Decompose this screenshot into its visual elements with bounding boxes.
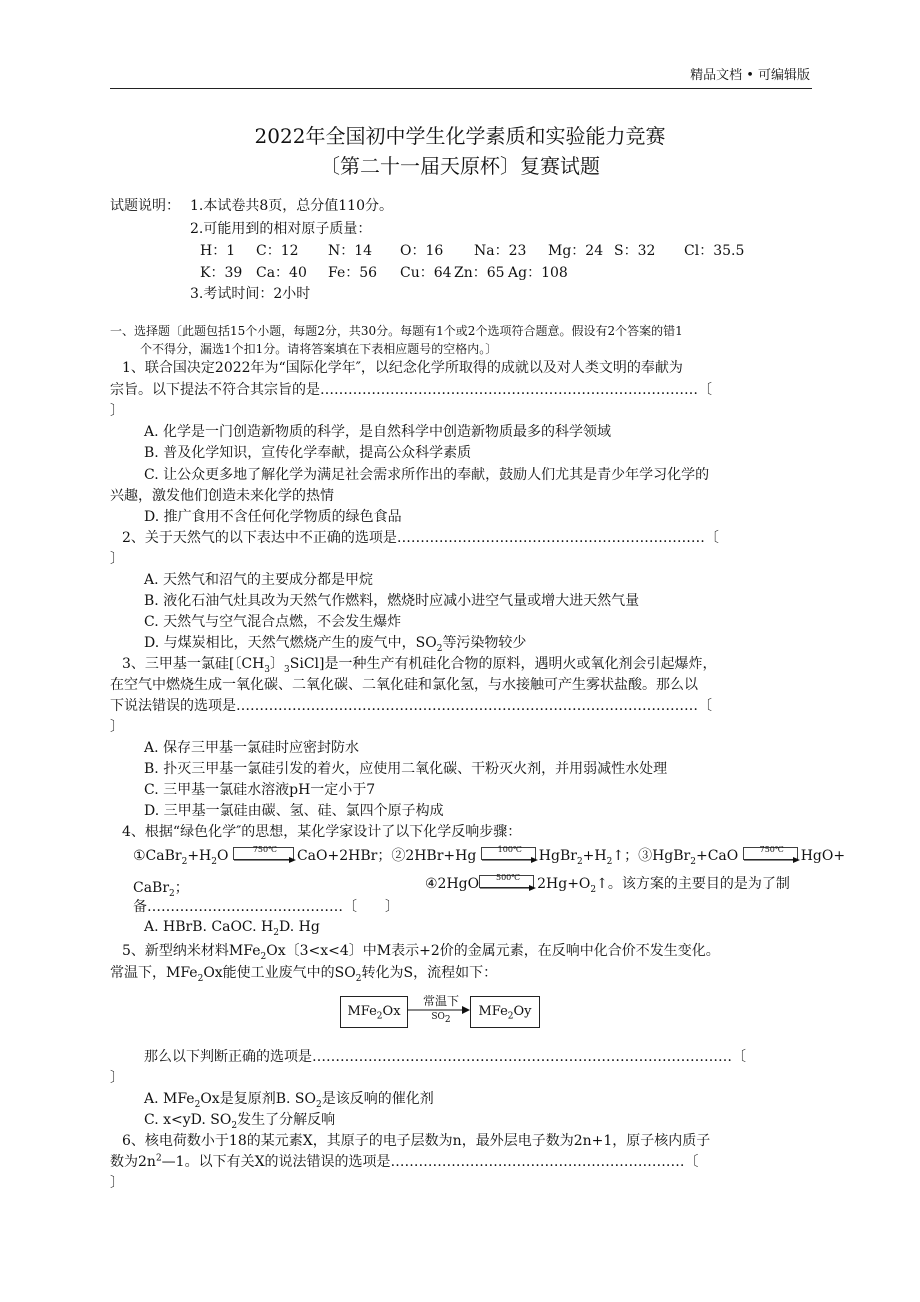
flow-box-reactant (340, 996, 408, 1028)
text: 等污染物较少 (442, 635, 527, 651)
text: 常温下，MFe (110, 965, 198, 981)
subscript: 3 (284, 664, 290, 675)
subscript: 2 (211, 856, 218, 867)
atomic-mass: Zn：65 (454, 265, 505, 281)
q3-option-a: A. 保存三甲基一氯硅时应密封防水 (144, 740, 360, 756)
subscript: 2 (169, 888, 175, 899)
condition-label: 100℃ (497, 845, 522, 854)
q4-reaction-line (133, 845, 845, 867)
q1-option-b: B. 普及化学知识，宣传化学奉献，提高公众科学素质 (144, 445, 472, 461)
header-brand: 精品文档 • 可编辑版 (690, 68, 810, 83)
flow-arrow-top-label: 常温下 (422, 994, 459, 1008)
atomic-mass: Cl：35.5 (684, 243, 745, 259)
atomic-mass: N：14 (328, 243, 373, 259)
text: A. MFe (144, 1091, 195, 1107)
q3-option-b: B. 扑灭三甲基一氯硅引发的着火，应使用二氧化碳、干粉灭火剂，并用弱减性水处理 (144, 761, 668, 777)
text: CaBr (133, 880, 170, 896)
q3-stem-end: 〕 (110, 719, 124, 735)
q2-stem-end: 〕 (110, 551, 124, 567)
q1-option-c-cont: 兴趣，激发他们创造未来化学的热情 (110, 488, 334, 504)
q1-stem-end: 〕 (110, 403, 124, 419)
atomic-mass: H：1 (200, 243, 236, 259)
text: ④2HgO (425, 876, 480, 892)
q5-options-ab (144, 1088, 434, 1110)
text: Ox能使工业废气中的SO (203, 965, 356, 981)
atomic-masses-row-1 (200, 240, 744, 260)
condition-label: 750℃ (252, 845, 278, 854)
q5-stem-cont (110, 962, 497, 984)
text: Ox〔3<x<4〕中M表示+2价的金属元素，在反响中化合价不发生变化。 (266, 943, 720, 959)
atomic-mass: S：32 (614, 243, 656, 259)
q5-stem (122, 940, 720, 962)
subscript: 2 (606, 856, 613, 867)
flow-box-product (470, 996, 540, 1028)
text: 5、新型纳米材料MFe (122, 943, 261, 959)
q1-stem: 1、联合国决定2022年为“国际化学年″，以纪念化学所取得的成就以及对人类文明的奉献为 (122, 360, 683, 376)
q2-stem: 2、关于天然气的以下表达中不正确的选项是…………………………………………………………〔 (122, 530, 719, 546)
q4-reaction-4 (425, 873, 790, 895)
q3-stem-cont-2: 下说法错误的选项是………………………………………………………………………………………〔 (110, 698, 712, 714)
text: 是该反响的催化剂 (321, 1091, 434, 1107)
text: +H (187, 848, 212, 864)
q4-options (144, 919, 320, 938)
text: C. x<yD. SO (144, 1112, 232, 1128)
instructions-item-3: 3.考试时间：2小时 (190, 286, 311, 302)
subscript: 2 (576, 856, 583, 867)
instructions-item-1: 1.本试卷共8页，总分值110分。 (190, 198, 393, 214)
atomic-mass: Ag：108 (508, 265, 568, 281)
atomic-mass: K：39 (200, 265, 243, 281)
q1-option-c: C. 让公众更多地了解化学为满足社会需求所作出的奉献，鼓励人们尤其是青少年学习化学的 (144, 467, 710, 483)
superscript: 2 (155, 1153, 162, 1164)
q3-stem-cont: 在空气中燃烧生成一氧化碳、二氧化碳、二氧化硅和氯化氢，与水接触可产生雾状盐酸。那么以 (110, 677, 698, 693)
text: SiCl]是一种生产有机硅化合物的原料，遇明火或氧化剂会引起爆炸， (289, 656, 717, 672)
text: ↑；③HgBr (612, 848, 691, 864)
instructions-item-2: 2.可能用到的相对原子质量： (190, 221, 372, 237)
text: D. 与煤炭相比，天然气燃烧产生的废气中，SO (144, 635, 437, 651)
atomic-mass: Mg：24 (548, 243, 604, 259)
q5-options-cd (144, 1109, 335, 1131)
q1-stem-cont: 宗旨。以下提法不符合其宗旨的是………………………………………………………………………〔 (110, 382, 712, 398)
text: MFe$_2$Oy (478, 1004, 532, 1022)
condition-label: 500℃ (496, 873, 521, 882)
condition-label: 750℃ (759, 845, 784, 854)
text: ↑。该方案的主要目的是为了制 (596, 876, 790, 892)
subscript: 2 (315, 1099, 322, 1110)
text: MFe$_2$Ox (347, 1004, 401, 1022)
q6-stem: 6、核电荷数小于18的某元素X，其原子的电子层数为n，最外层电子数为2n+1，原子核内质子 (122, 1133, 711, 1149)
text: ； (174, 880, 189, 896)
text: HgO+ (800, 848, 846, 864)
atomic-mass: Na：23 (474, 243, 527, 259)
page-title: 2022年全国初中学生化学素质和实验能力竞赛 (254, 124, 666, 148)
text: +H (582, 848, 607, 864)
q2-option-c: C. 天然气与空气混合点燃，不会发生爆炸 (144, 614, 402, 630)
subscript: 2 (355, 973, 362, 984)
text: HgBr (538, 848, 577, 864)
subscript: 2 (590, 884, 597, 895)
q4-stem: 4、根据“绿色化学″的思想，某化学家设计了以下化学反响步骤： (122, 824, 522, 840)
atomic-mass: O：16 (400, 243, 444, 259)
subscript: 2 (690, 856, 696, 867)
q2-option-a: A. 天然气和沼气的主要成分都是甲烷 (144, 572, 374, 588)
atomic-masses-row-2 (200, 262, 568, 282)
q5-question: 那么以下判断正确的选项是………………………………………………………………………………〔 (144, 1049, 746, 1065)
q2-option-b: B. 液化石油气灶具改为天然气作燃料，燃烧时应减小进空气量或增大进天然气量 (144, 593, 640, 609)
atomic-mass: Ca：40 (256, 265, 307, 281)
text: CaO+2HBr；②2HBr+Hg (296, 848, 477, 864)
instructions-label: 试题说明： (110, 198, 180, 214)
header-rule (110, 88, 812, 89)
q3-stem (122, 653, 716, 675)
text: 3、三甲基一氯硅[〔CH (122, 656, 265, 672)
text: 转化为S，流程如下： (361, 965, 498, 981)
reaction-arrow (233, 847, 297, 865)
q3-option-c: C. 三甲基一氯硅水溶液pH一定小于7 (144, 782, 376, 798)
text: A. HBrB. CaOC. H (144, 919, 274, 935)
q3-option-d: D. 三甲基一氯硅由碳、氢、硅、氯四个原子构成 (144, 803, 444, 819)
section-1-heading-cont: 个不得分，漏选1个扣1分。请将答案填在下表相应题号的空格内。〕 (140, 342, 498, 356)
text: 〕 (270, 656, 285, 672)
text: ①CaBr (133, 848, 182, 864)
q4-line3: 备……………………………………〔 〕 (133, 899, 399, 915)
text: 数为2n (110, 1154, 156, 1170)
page-subtitle: 〔第二十一届天原杯〕复赛试题 (320, 154, 600, 178)
subscript: 2 (194, 1099, 201, 1110)
subscript: 2 (231, 1120, 238, 1131)
atomic-mass: Fe：56 (328, 265, 378, 281)
flow-arrow-bottom-label: $SO_2$ (431, 1012, 451, 1025)
reaction-arrow (479, 875, 537, 893)
q1-option-a: A. 化学是一门创造新物质的科学，是自然科学中创造新物质最多的科学领域 (144, 424, 612, 440)
text: Ox是复原剂B. SO (200, 1091, 316, 1107)
text: 发生了分解反响 (237, 1112, 336, 1128)
reaction-arrow (743, 847, 801, 865)
atomic-mass: C：12 (256, 243, 299, 259)
text: 2Hg+O (537, 876, 591, 892)
section-1-heading: 一、选择题〔此题包括15个小题，每题2分，共30分。每题有1个或2个选项符合题意。假设有2个答案的错1 (110, 324, 683, 338)
text: +CaO (695, 848, 739, 864)
q2-option-d (144, 632, 526, 654)
text: D. Hg (278, 919, 320, 935)
subscript: 2 (436, 643, 443, 654)
subscript: 2 (181, 856, 188, 867)
q6-stem-cont (110, 1151, 699, 1171)
subscript: 2 (197, 973, 204, 984)
reaction-arrow (481, 847, 539, 865)
q1-option-d: D. 推广食用不含任何化学物质的绿色食品 (144, 509, 402, 525)
atomic-mass: Cu：64 (400, 265, 452, 281)
text: —1。以下有关X的说法错误的选项是………………………………………………………〔 (161, 1154, 699, 1170)
subscript: 2 (260, 951, 267, 962)
subscript: 3 (264, 664, 271, 675)
text: O (217, 848, 229, 864)
subscript: 2 (273, 927, 279, 938)
q5-question-end: 〕 (110, 1070, 124, 1086)
q6-stem-end: 〕 (110, 1175, 124, 1191)
